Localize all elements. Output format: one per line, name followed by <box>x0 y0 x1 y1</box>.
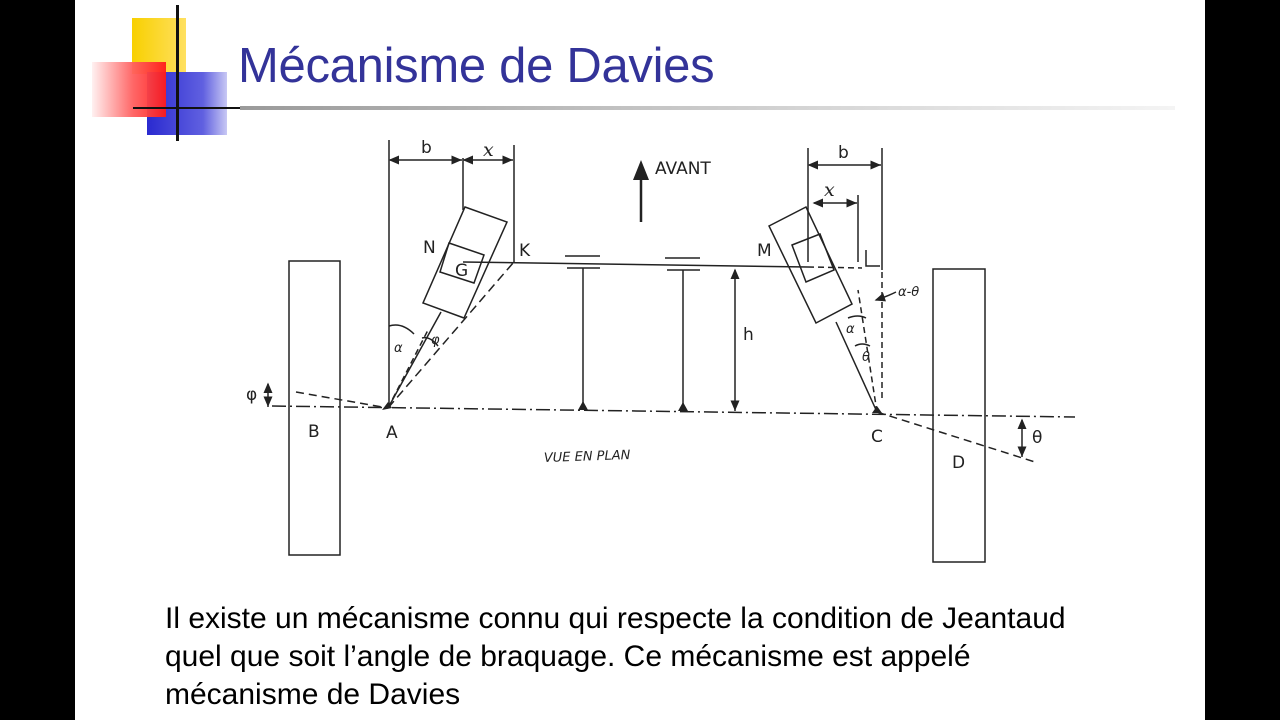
right-theta-arc <box>855 344 870 346</box>
label-right-theta-inner: θ <box>862 350 870 365</box>
tie-rod <box>463 262 808 267</box>
label-view: VUE EN PLAN <box>543 447 631 466</box>
left-support-foot <box>578 401 588 410</box>
label-c-point: C <box>871 427 883 447</box>
label-n: N <box>423 238 436 258</box>
wheel-b <box>289 261 340 555</box>
right-angle-mark <box>866 250 880 266</box>
label-right-alpha: α <box>846 322 855 337</box>
label-right-theta-outer: θ <box>1032 428 1043 448</box>
label-m: M <box>757 241 772 261</box>
label-right-x: x <box>824 179 835 201</box>
right-arm-rod <box>836 322 877 412</box>
label-left-x: x <box>483 139 494 161</box>
body-line-1: Il existe un mécanisme connu qui respecte la condition de Jeantaud <box>165 602 1066 635</box>
label-alpha-minus-theta: α-θ <box>898 285 920 300</box>
axle-axis-line <box>272 406 1075 417</box>
right-slider-box <box>769 207 852 323</box>
alpha-minus-theta-pointer <box>876 292 896 300</box>
label-d-wheel: D <box>952 453 966 473</box>
point-c-mark <box>872 406 882 413</box>
label-k: K <box>519 241 531 261</box>
left-arm-rod <box>388 312 441 408</box>
label-left-phi-inner: φ <box>431 333 440 348</box>
left-arm-dashed-k <box>388 263 513 408</box>
label-b-wheel: B <box>308 422 320 442</box>
label-g: G <box>455 261 469 281</box>
label-left-phi-outer: φ <box>246 385 258 405</box>
label-left-alpha: α <box>394 341 403 356</box>
slide-title: Mécanisme de Davies <box>238 39 715 93</box>
label-h: h <box>743 325 754 345</box>
left-phi-line <box>296 392 388 408</box>
label-a-point: A <box>386 423 398 443</box>
body-line-3: mécanisme de Davies <box>165 678 461 711</box>
body-paragraph <box>165 600 1066 714</box>
left-alpha-arc <box>389 325 414 334</box>
label-right-b: b <box>838 143 849 163</box>
right-slider-inner <box>792 234 834 282</box>
avant-arrow-head <box>633 160 649 180</box>
body-line-2: quel que soit l’angle de braquage. Ce mécanisme est appelé <box>165 640 971 673</box>
right-alpha-arc <box>848 316 866 318</box>
label-avant: AVANT <box>655 159 711 179</box>
right-support-foot <box>678 402 688 411</box>
label-left-b: b <box>421 138 432 158</box>
